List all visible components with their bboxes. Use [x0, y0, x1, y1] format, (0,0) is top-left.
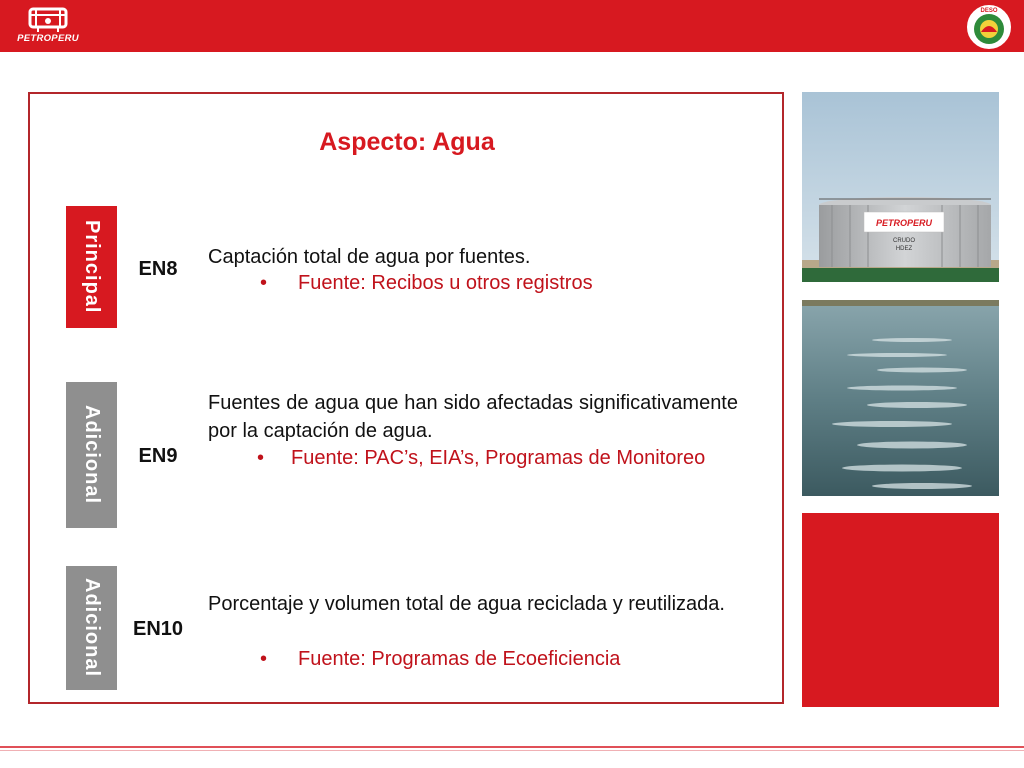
source-text: Fuente: PAC’s, EIA’s, Programas de Monitoreo [291, 447, 706, 469]
source-text: Fuente: Recibos u otros registros [298, 272, 593, 294]
footer-divider [0, 746, 1024, 748]
petroperu-logo [8, 6, 88, 46]
indicator-description: Captación total de agua por fuentes. [208, 246, 531, 268]
indicator-code: EN10 [132, 618, 184, 640]
footer-divider-thin [0, 750, 1024, 751]
svg-text:CRUDO: CRUDO [893, 238, 915, 244]
source-bullet [260, 645, 768, 673]
indicator-code: EN8 [138, 258, 178, 280]
category-tab-adicional [66, 566, 117, 690]
category-label: Adicional [81, 578, 103, 678]
header-bar [0, 0, 1024, 52]
bullet-dot: • [260, 648, 268, 670]
bullet-dot: • [260, 272, 268, 294]
category-label: Adicional [81, 405, 103, 505]
category-label: Principal [81, 220, 103, 314]
source-text: Fuente: Programas de Ecoeficiencia [298, 648, 621, 670]
deso-seal-icon [964, 2, 1014, 52]
indicator-description: Fuentes de agua que han sido afectadas significativamente por la captación de agua. [208, 392, 738, 442]
slide-title: Aspecto: Agua [319, 128, 495, 156]
svg-text:HDEZ: HDEZ [895, 246, 913, 252]
svg-text:PETROPERU: PETROPERU [875, 218, 933, 228]
category-tab-principal [66, 206, 117, 328]
bullet-dot: • [257, 447, 265, 469]
indicator-description: Porcentaje y volumen total de agua reciclada y reutilizada. [208, 593, 725, 615]
source-bullet [260, 269, 768, 297]
water-surface-photo [802, 300, 999, 496]
red-block [802, 513, 999, 707]
indicator-code: EN9 [138, 445, 178, 467]
svg-text:DESO: DESO [980, 8, 998, 14]
source-bullet [257, 444, 738, 472]
storage-tank-photo [802, 92, 999, 282]
brand-name: PETROPERU [17, 33, 79, 44]
category-tab-adicional [66, 382, 117, 528]
